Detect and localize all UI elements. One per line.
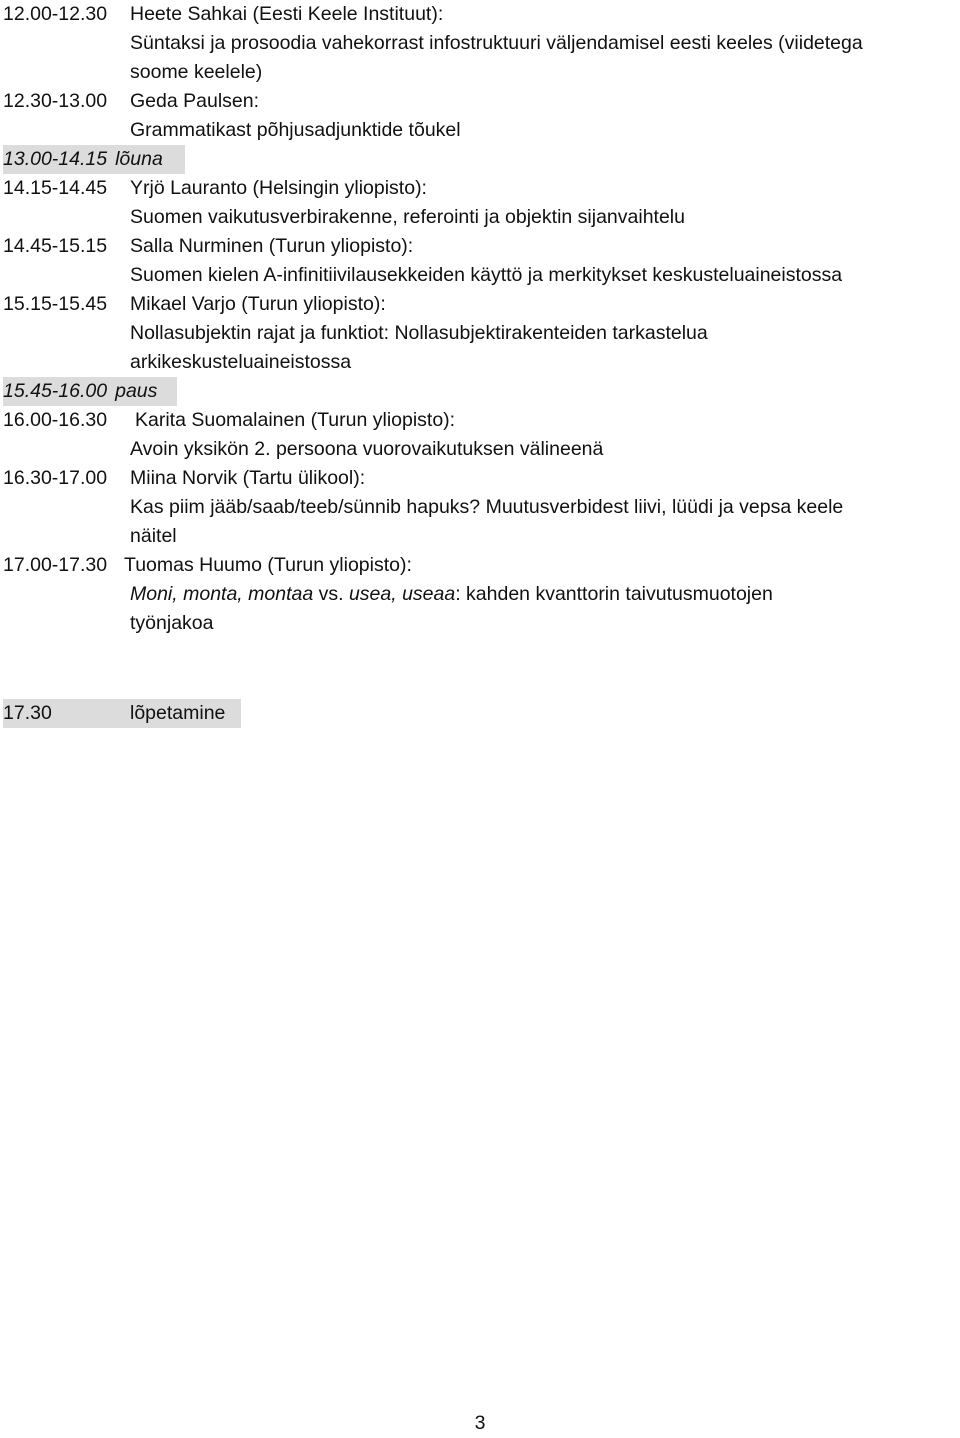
session-speaker: Salla Nurminen (Turun yliopisto): <box>130 235 414 257</box>
break-time: 15.45-16.00 <box>3 380 108 402</box>
session-time: 16.00-16.30 <box>3 409 108 431</box>
session-title <box>130 580 773 609</box>
session-title: Nollasubjektin rajat ja funktiot: Nollasubjektirakenteiden tarkastelua <box>130 322 708 344</box>
title-plain-part: : kahden kvanttorin taivutusmuotojen <box>455 583 773 605</box>
session-time: 16.30-17.00 <box>3 467 108 489</box>
session-speaker: Tuomas Huumo (Turun yliopisto): <box>124 554 412 576</box>
session-time: 14.45-15.15 <box>3 235 108 257</box>
session-time: 15.15-15.45 <box>3 293 108 315</box>
session-speaker: Heete Sahkai (Eesti Keele Instituut): <box>130 3 444 25</box>
break-row-pause <box>3 377 177 406</box>
session-time: 14.15-14.45 <box>3 177 108 199</box>
break-label: paus <box>115 380 158 402</box>
session-title: soome keelele) <box>130 61 263 83</box>
session-title: Grammatikast põhjusadjunktide tõukel <box>130 119 461 141</box>
session-title: työnjakoa <box>130 612 214 634</box>
session-title: Suomen kielen A-infinitiivilausekkeiden käyttö ja merkitykset keskusteluaineistossa <box>130 264 843 286</box>
session-title: Avoin yksikön 2. persoona vuorovaikutuksen välineenä <box>130 438 604 460</box>
session-title: näitel <box>130 525 177 547</box>
session-speaker: Geda Paulsen: <box>130 90 260 112</box>
session-speaker: Karita Suomalainen (Turun yliopisto): <box>135 409 456 431</box>
session-time: 12.00-12.30 <box>3 3 108 25</box>
page-number: 3 <box>474 1412 486 1434</box>
title-plain-part: vs. <box>313 583 349 605</box>
closing-label: lõpetamine <box>130 702 226 724</box>
session-speaker: Mikael Varjo (Turun yliopisto): <box>130 293 386 315</box>
session-speaker: Yrjö Lauranto (Helsingin yliopisto): <box>130 177 427 199</box>
session-title: Süntaksi ja prosoodia vahekorrast infostruktuuri väljendamisel eesti keeles (viidetega <box>130 32 863 54</box>
title-italic-part: usea, useaa <box>348 583 456 605</box>
break-label: lõuna <box>115 148 163 170</box>
break-time: 13.00-14.15 <box>3 148 108 170</box>
title-italic-part: Moni, monta, montaa <box>130 583 314 605</box>
session-title: Suomen vaikutusverbirakenne, referointi ja objektin sijanvaihtelu <box>130 206 685 228</box>
closing-time: 17.30 <box>3 702 52 724</box>
session-title: Kas piim jääb/saab/teeb/sünnib hapuks? Muutusverbidest liivi, lüüdi ja vepsa keele <box>130 496 844 518</box>
session-speaker: Miina Norvik (Tartu ülikool): <box>130 467 366 489</box>
session-title: arkikeskusteluaineistossa <box>130 351 352 373</box>
session-time: 17.00-17.30 <box>3 554 108 576</box>
session-time: 12.30-13.00 <box>3 90 108 112</box>
break-row-lunch <box>3 145 185 174</box>
